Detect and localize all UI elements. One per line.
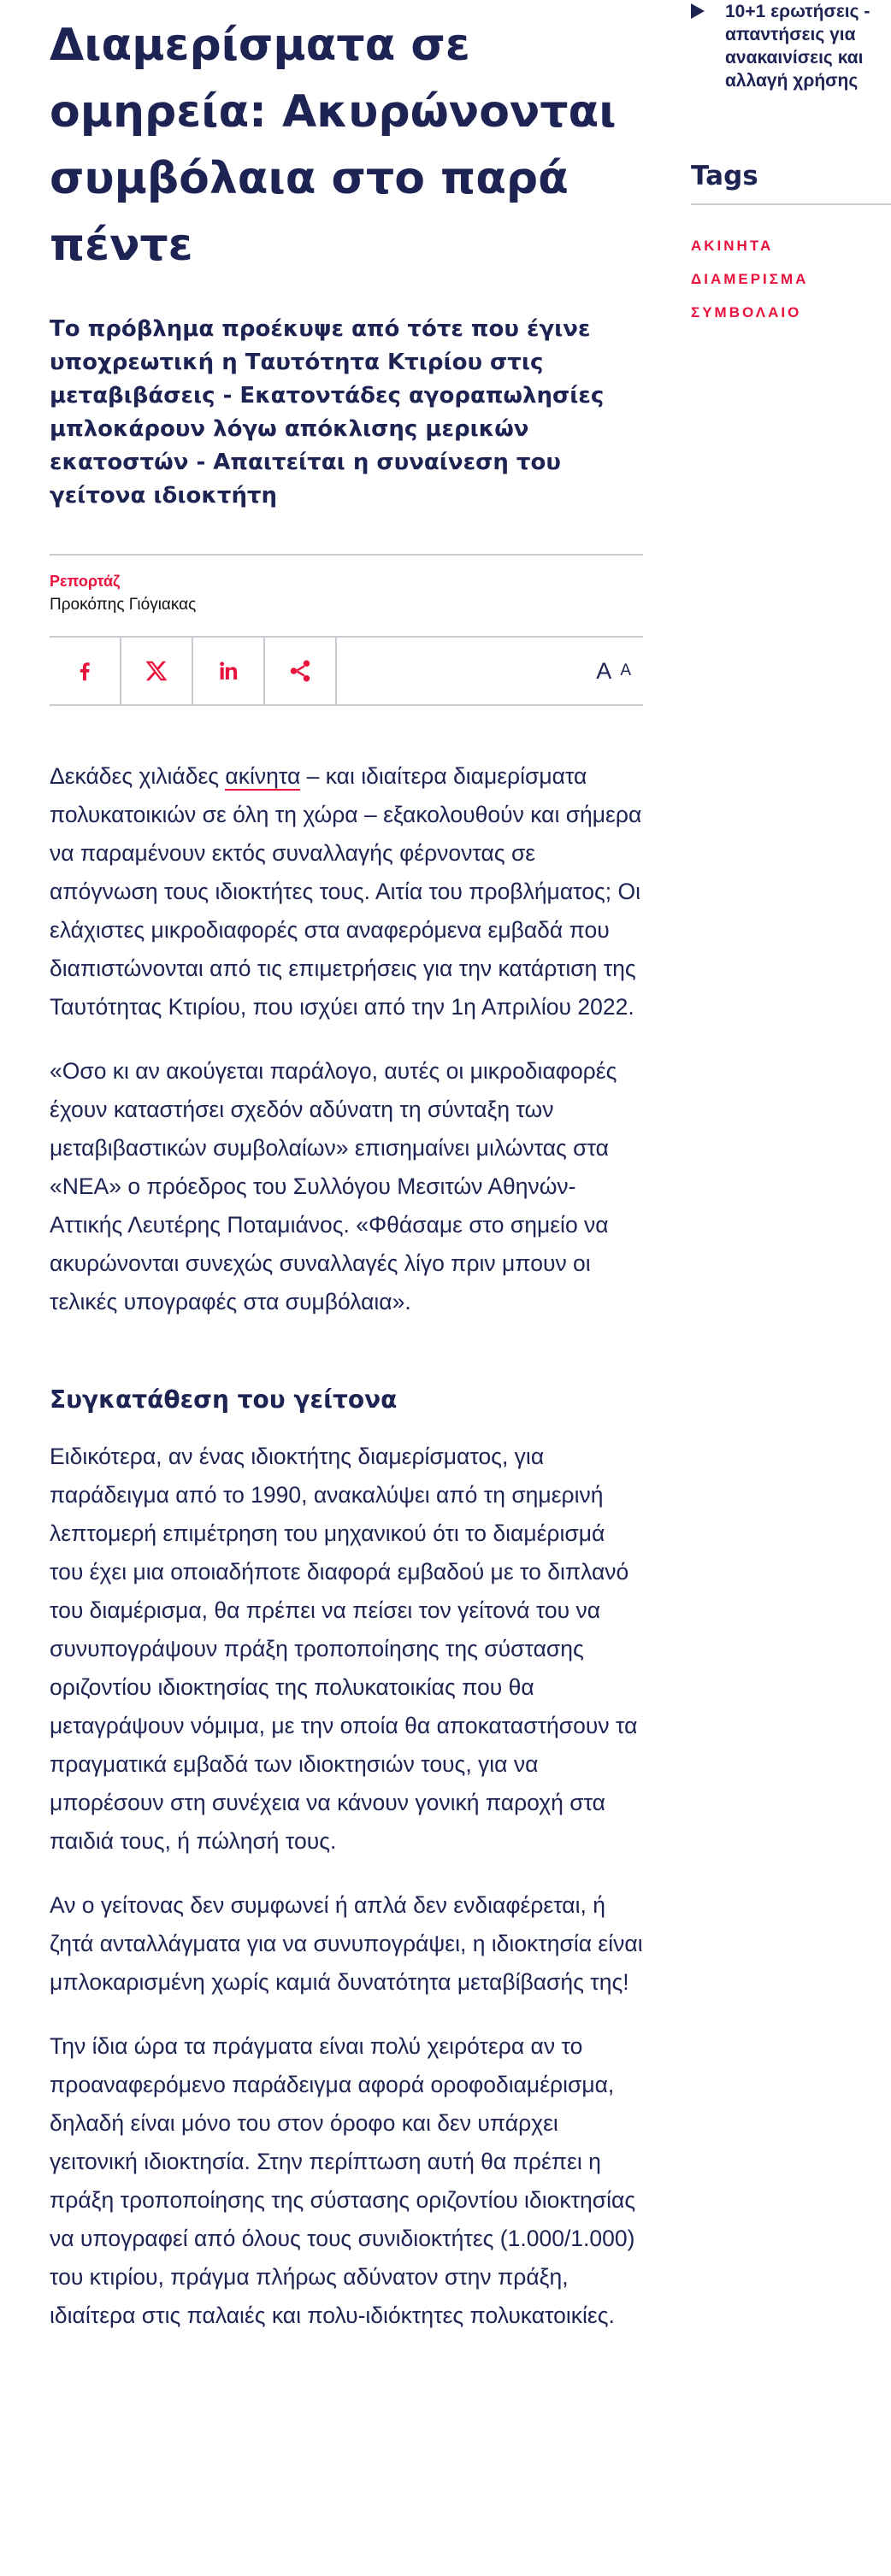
tag-list [691,229,891,329]
font-size-small[interactable]: A [620,662,631,679]
paragraph-1-rest: – και ιδιαίτερα διαμερίσματα πολυκατοικιών σε όλη τη χώρα – εξακολουθούν και σήμερα να παραμένουν εκτός συναλλαγής φέρνοντας σε απόγνωση τους ιδιοκτήτες τους. Αιτία του προβλήματος; Οι ελάχιστες μικροδιαφορές στα αναφερόμενα εμβαδά που διαπιστώνονται από τις επιμετρήσεις για την κατάρτιση της Ταυτότητας Κτιρίου, που ισχύει από την 1η Απριλίου 2022. [50,763,642,1020]
facebook-icon [72,658,97,684]
font-size-large[interactable]: A [596,657,612,684]
paragraph-4: Αν ο γείτονας δεν συμφωνεί ή απλά δεν ενδιαφέρεται, ή ζητά ανταλλάγματα για να συνυπογράψει, η ιδιοκτησία είναι μπλοκαρισμένη χωρίς καμιά δυνατότητα μεταβίβασής της! [50,1892,643,1995]
play-triangle-icon [691,3,705,19]
tag-diamerisma[interactable]: ΔΙΑΜΕΡΙΣΜΑ [691,271,809,287]
share-linkedin-button[interactable] [193,638,265,704]
byline [50,556,643,617]
x-icon [144,658,169,684]
paragraph-5: Την ίδια ώρα τα πράγματα είναι πολύ χειρότερα αν το προαναφερόμενο παράδειγμα αφορά οροφοδιαμέρισμα, δηλαδή είναι μόνο του στον όροφο και δεν υπάρχει γειτονική ιδιοκτησία. Στην περίπτωση αυτή θα πρέπει η πράξη τροποποίησης της σύστασης οριζοντίου ιδιοκτησίας να υπογραφεί από όλους τους συνιδιοκτήτες (1.000/1.000) του κτιρίου, πράγμα πλήρως αδύνατον στην πράξη, ιδιαίτερα στις παλαιές και πολυ-ιδιόκτητες πολυκατοικίες. [50,2033,636,2328]
tags-title: Tags [691,161,891,205]
font-size-toggle[interactable] [596,638,631,704]
paragraph-1 [50,757,643,1026]
share-x-button[interactable] [121,638,193,704]
article-body [50,757,643,2335]
related-article-link[interactable]: 10+1 ερωτήσεις - απαντήσεις για ανακαινίσεις και αλλαγή χρήσης [725,2,870,91]
paragraph-1-start: Δεκάδες χιλιάδες [50,763,226,789]
related-article-item[interactable] [691,0,891,92]
article-lead: Το πρόβλημα προέκυψε από τότε που έγινε υποχρεωτική η Ταυτότητα Κτιρίου στις μεταβιβάσεις - Εκατοντάδες αγοραπωλησίες μπλοκάρουν λόγω απόκλισης μερικών εκατοστών - Απαιτείται η συναίνεση του γείτονα ιδιοκτήτη [50,316,605,509]
paragraph-2: «Οσο κι αν ακούγεται παράλογο, αυτές οι μικροδιαφορές έχουν καταστήσει σχεδόν αδύνατη τη σύνταξη των μεταβιβαστικών συμβολαίων» επισημαίνει μιλώντας στα «ΝΕΑ» ο πρόεδρος του Συλλόγου Μεσιτών Αθηνών-Αττικής Λευτέρης Ποταμιάνος. «Φθάσαμε στο σημείο να ακυρώνονται συνεχώς συναλλαγές λίγο πριν μπουν οι τελικές υπογραφές στα συμβόλαια». [50,1058,617,1314]
tag-symvolaio[interactable]: ΣΥΜΒΟΛΑΙΟ [691,304,802,321]
tag-akinita[interactable]: ΑΚΙΝΗΤΑ [691,238,774,254]
share-icon [287,658,313,684]
sidebar [691,0,891,329]
article-subheading: Συγκατάθεση του γείτονα [50,1385,398,1414]
akinita-link[interactable]: ακίνητα [225,763,301,789]
share-generic-button[interactable] [265,638,337,704]
category-link[interactable]: Ρεπορτάζ [50,573,121,590]
author-name: Προκόπης Γιόγιακας [50,596,197,614]
paragraph-3: Ειδικότερα, αν ένας ιδιοκτήτης διαμερίσματος, για παράδειγμα από το 1990, ανακαλύψει από τη σημερινή λεπτομερή επιμέτρηση του μηχανικού ότι το διαμέρισμά του έχει μια οποιαδήποτε διαφορά εμβαδού με το διπλανό του διαμέρισμα, θα πρέπει να πείσει τον γείτονά του να συνυπογράψουν πράξη τροποποίησης της σύστασης οριζοντίου ιδιοκτησίας της πολυκατοικίας που θα μεταγράψουν νόμιμα, με την οποία θα αποκαταστήσουν τα πραγματικά εμβαδά των ιδιοκτησιών τους, για να μπορέσουν στη συνέχεια να κάνουν γονική παροχή στα παιδιά τους, ή πώλησή τους. [50,1444,638,1854]
share-bar [50,636,643,706]
linkedin-icon [215,658,241,684]
article-title: Διαμερίσματα σε ομηρεία: Ακυρώνονται συμβόλαια στο παρά πέντε [50,20,617,271]
share-facebook-button[interactable] [50,638,121,704]
article-main [50,0,643,2361]
